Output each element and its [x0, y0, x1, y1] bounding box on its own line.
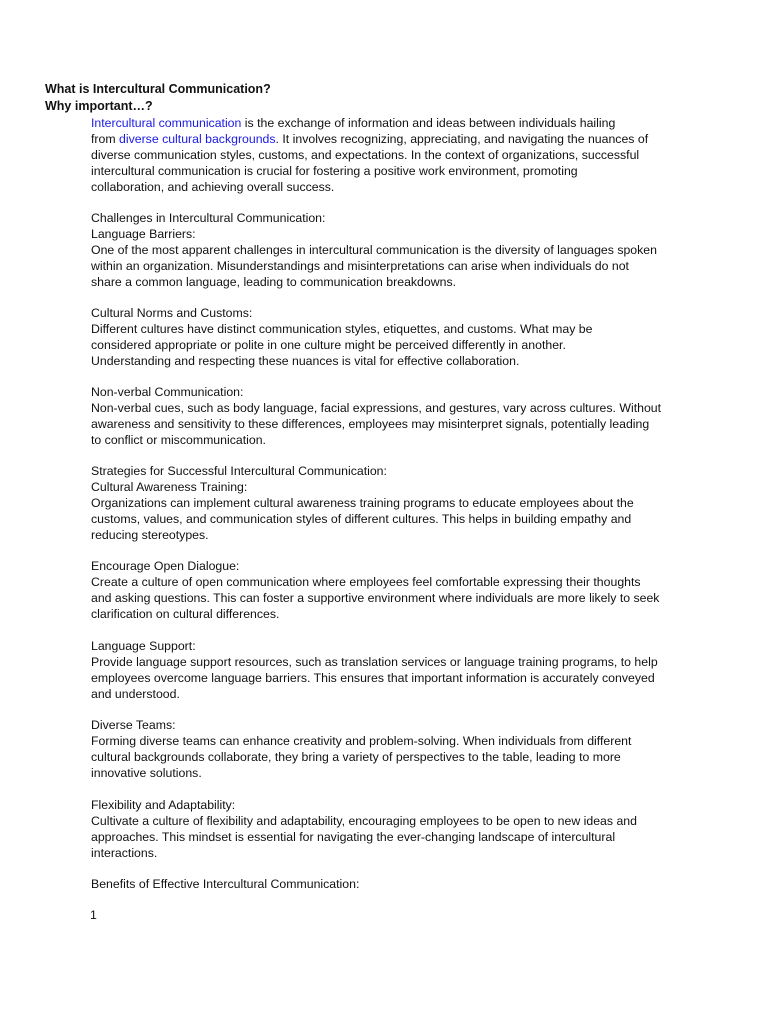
paragraph-line: Forming diverse teams can enhance creativity and problem-solving. When individuals from different: [91, 734, 632, 748]
paragraph-line: Different cultures have distinct communication styles, etiquettes, and customs. What may be: [91, 322, 593, 336]
paragraph-line: innovative solutions.: [91, 766, 202, 780]
intro-line-5: collaboration, and achieving overall success.: [91, 180, 335, 194]
intercultural-communication-link[interactable]: Intercultural communication: [91, 116, 242, 130]
paragraph-line: clarification on cultural differences.: [91, 607, 280, 621]
subsection-title-non-verbal: Non-verbal Communication:: [91, 385, 244, 399]
paragraph-line: and asking questions. This can foster a supportive environment where individuals are more likely to seek: [91, 591, 660, 605]
page-number: 1: [90, 908, 97, 922]
document-subheading: Why important…?: [45, 99, 153, 113]
paragraph-line: interactions.: [91, 846, 158, 860]
intro-line-3: diverse communication styles, customs, and expectations. In the context of organizations, successful: [91, 148, 640, 162]
intro-line-2: [91, 131, 691, 147]
intro-text-1: is the exchange of information and ideas between individuals hailing: [241, 116, 616, 130]
paragraph-line: share a common language, leading to communication breakdowns.: [91, 275, 457, 289]
paragraph-line: Create a culture of open communication where employees feel comfortable expressing their thoughts: [91, 575, 641, 589]
paragraph-line: approaches. This mindset is essential for navigating the ever-changing landscape of intercultural: [91, 830, 616, 844]
paragraph-line: One of the most apparent challenges in intercultural communication is the diversity of languages spoken: [91, 243, 657, 257]
paragraph-line: Understanding and respecting these nuances is vital for effective collaboration.: [91, 354, 520, 368]
subsection-title-cultural-norms: Cultural Norms and Customs:: [91, 306, 253, 320]
paragraph-line: to conflict or miscommunication.: [91, 433, 266, 447]
intro-text-3: . It involves recognizing, appreciating, and navigating the nuances of: [275, 132, 649, 146]
paragraph-line: considered appropriate or polite in one culture might be perceived differently in another.: [91, 338, 566, 352]
paragraph-line: awareness and sensitivity to these differences, employees may misinterpret signals, potentially leading: [91, 417, 650, 431]
paragraph-line: Cultivate a culture of flexibility and adaptability, encouraging employees to be open to new ideas and: [91, 814, 637, 828]
subsection-title-flexibility: Flexibility and Adaptability:: [91, 798, 236, 812]
intro-line-4: intercultural communication is crucial for fostering a positive work environment, promoting: [91, 164, 578, 178]
intro-line-1: [91, 115, 691, 131]
diverse-cultural-backgrounds-link[interactable]: diverse cultural backgrounds: [119, 132, 276, 146]
paragraph-line: within an organization. Misunderstandings and misinterpretations can arise when individuals do not: [91, 259, 629, 273]
paragraph-line: customs, values, and communication styles of different cultures. This helps in building empathy and: [91, 512, 632, 526]
section-title-challenges: Challenges in Intercultural Communication:: [91, 211, 326, 225]
paragraph-line: and understood.: [91, 687, 180, 701]
paragraph-line: Provide language support resources, such as translation services or language training programs, to help: [91, 655, 658, 669]
subsection-title-language-barriers: Language Barriers:: [91, 227, 196, 241]
document-heading: What is Intercultural Communication?: [45, 82, 271, 96]
paragraph-line: Non-verbal cues, such as body language, facial expressions, and gestures, vary across cultures. Without: [91, 401, 662, 415]
subsection-title-cultural-awareness: Cultural Awareness Training:: [91, 480, 248, 494]
intro-text-2: from: [91, 132, 120, 146]
section-title-benefits: Benefits of Effective Intercultural Communication:: [91, 877, 360, 891]
subsection-title-diverse-teams: Diverse Teams:: [91, 718, 176, 732]
paragraph-line: employees overcome language barriers. This ensures that important information is accurately conveyed: [91, 671, 655, 685]
paragraph-line: reducing stereotypes.: [91, 528, 209, 542]
subsection-title-language-support: Language Support:: [91, 639, 196, 653]
subsection-title-open-dialogue: Encourage Open Dialogue:: [91, 559, 240, 573]
paragraph-line: cultural backgrounds collaborate, they bring a variety of perspectives to the table, leading to more: [91, 750, 621, 764]
paragraph-line: Organizations can implement cultural awareness training programs to educate employees about the: [91, 496, 634, 510]
section-title-strategies: Strategies for Successful Intercultural Communication:: [91, 464, 387, 478]
